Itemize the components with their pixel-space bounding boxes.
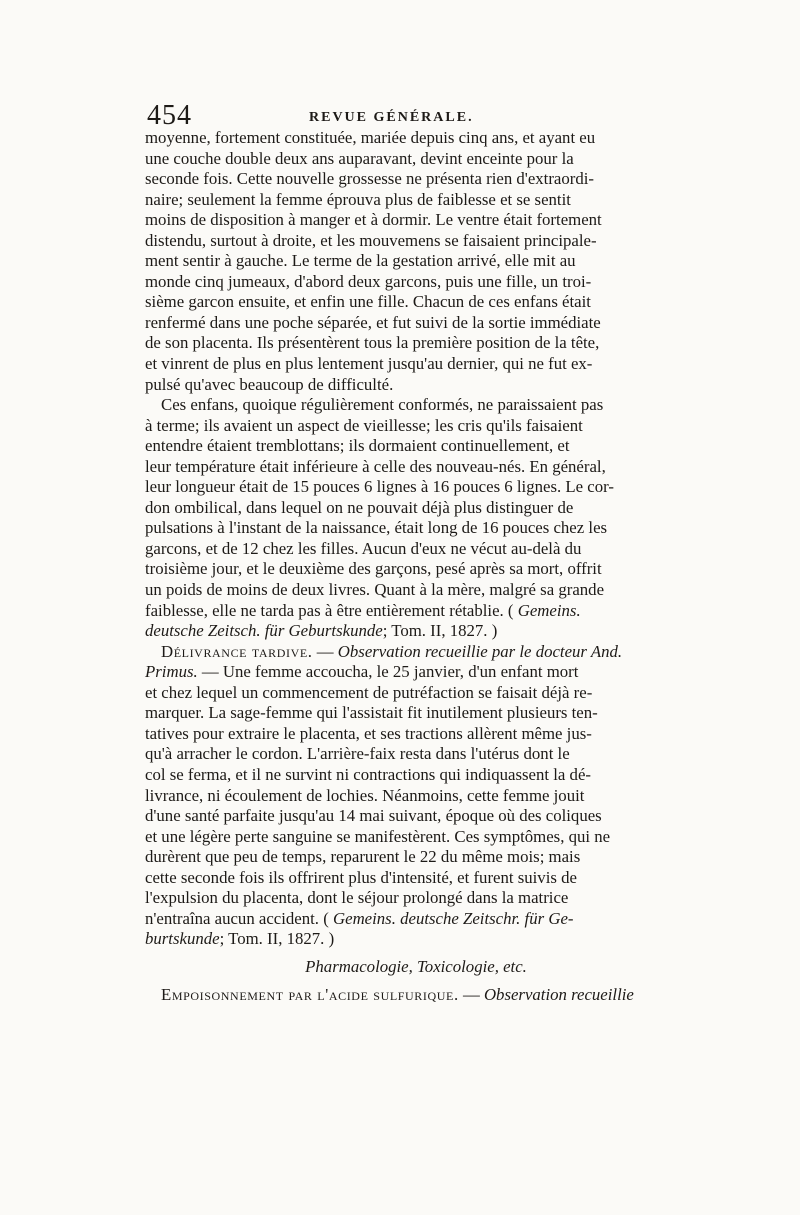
- citation-volume: ; Tom. II, 1827. ): [382, 621, 498, 641]
- text-line: leur température était inférieure à celle des nouveau-nés. En général,: [145, 456, 606, 476]
- text-line: [145, 601, 657, 622]
- citation-journal: burtskunde: [145, 929, 220, 949]
- text-line: marquer. La sage-femme qui l'assistait fit inutilement plusieurs ten-: [145, 703, 598, 723]
- citation-journal: Gemeins. deutsche Zeitschr. für Ge-: [333, 908, 574, 928]
- text-line: un poids de moins de deux livres. Quant à la mère, malgré sa grande: [145, 580, 605, 600]
- text-line: naire; seulement la femme éprouva plus de faiblesse et se sentit: [145, 189, 571, 209]
- section-heading: Pharmacologie, Toxicologie, etc.: [305, 956, 527, 976]
- article-subtitle: Observation recueillie par le docteur And.: [337, 641, 623, 661]
- text-line: [145, 909, 657, 930]
- title-dash: —: [312, 641, 338, 661]
- paragraph-infants: [145, 395, 657, 642]
- author-name: Primus.: [145, 662, 198, 682]
- text-line: entendre étaient tremblottans; ils dormaient continuellement, et: [145, 436, 570, 456]
- citation-journal: Gemeins.: [517, 600, 581, 620]
- text-line-start: n'entraîna aucun accident. (: [145, 908, 329, 928]
- page-number: 454: [147, 100, 192, 131]
- text-line: [145, 621, 657, 642]
- text-line: tatives pour extraire le placenta, et ses tractions allèrent même jus-: [145, 723, 592, 743]
- text-line: sième garcon ensuite, et enfin une fille. Chacun de ces enfans était: [145, 292, 591, 312]
- text-line: garcons, et de 12 chez les filles. Aucun d'eux ne vécut au-delà du: [145, 538, 582, 558]
- text-line: ment sentir à gauche. Le terme de la gestation arrivé, elle mit au: [145, 251, 576, 271]
- text-line: et une légère perte sanguine se manifestèrent. Ces symptômes, qui ne: [145, 826, 611, 846]
- text-line: pulsé qu'avec beaucoup de difficulté.: [145, 374, 394, 394]
- citation-journal: deutsche Zeitsch. für Geburtskunde: [145, 621, 383, 641]
- text-line: à terme; ils avaient un aspect de vieillesse; les cris qu'ils faisaient: [145, 415, 583, 435]
- article-title: Délivrance tardive.: [161, 641, 313, 661]
- text-line: distendu, surtout à droite, et les mouvemens se faisaient principale-: [145, 230, 597, 250]
- text-line: [145, 642, 657, 663]
- text-line: pulsations à l'instant de la naissance, était long de 16 pouces chez les: [145, 518, 608, 538]
- text-line: durèrent que peu de temps, reparurent le 22 du même mois; mais: [145, 847, 581, 867]
- text-line: moyenne, fortement constituée, mariée depuis cinq ans, et ayant eu: [145, 128, 596, 147]
- text-line-start: faiblesse, elle ne tarda pas à être entièrement rétablie. (: [145, 600, 514, 620]
- paragraph-late-delivery: [145, 642, 657, 950]
- text-line: troisième jour, et le deuxième des garçons, pesé après sa mort, offrit: [145, 559, 602, 579]
- text-line: col se ferma, et il ne survint ni contractions qui indiquassent la dé-: [145, 764, 591, 784]
- text-line: de son placenta. Ils présentèrent tous la première position de la tête,: [145, 333, 600, 353]
- body-text: [145, 128, 657, 1004]
- text-line: cette seconde fois ils offrirent plus d'intensité, et furent suivis de: [145, 867, 577, 887]
- text-line: seconde fois. Cette nouvelle grossesse ne présenta rien d'extraordi-: [145, 169, 594, 189]
- text-line: et chez lequel un commencement de putréfaction se faisait déjà re-: [145, 682, 593, 702]
- text-line: leur longueur était de 15 pouces 6 lignes à 16 pouces 6 lignes. Le cor-: [145, 477, 614, 497]
- text-line: don ombilical, dans lequel on ne pouvait déjà plus distinguer de: [145, 497, 574, 517]
- text-line: qu'à arracher le cordon. L'arrière-faix resta dans l'utérus dont le: [145, 744, 570, 764]
- text-line: l'expulsion du placenta, dont le séjour prolongé dans la matrice: [145, 888, 569, 908]
- text-line: une couche double deux ans auparavant, devint enceinte pour la: [145, 148, 574, 168]
- article-title: Empoisonnement par l'acide sulfurique.: [161, 984, 459, 1004]
- article-subtitle: Observation recueillie: [483, 984, 634, 1004]
- text-line-rest: — Une femme accoucha, le 25 janvier, d'un enfant mort: [197, 662, 579, 682]
- text-line: moins de disposition à manger et à dormir. Le ventre était fortement: [145, 210, 602, 230]
- text-line: et vinrent de plus en plus lentement jusqu'au dernier, qui ne fut ex-: [145, 354, 593, 374]
- running-head: REVUE GÉNÉRALE.: [309, 110, 474, 125]
- paragraph-quintuplets: [145, 128, 657, 395]
- text-line: monde cinq jumeaux, d'abord deux garcons, puis une fille, un troi-: [145, 271, 592, 291]
- text-line: [145, 980, 657, 1004]
- text-line: [145, 662, 657, 683]
- text-line: Ces enfans, quoique régulièrement conformés, ne paraissaient pas: [161, 395, 604, 415]
- title-dash: —: [458, 984, 484, 1004]
- text-line: d'une santé parfaite jusqu'au 14 mai suivant, époque où des coliques: [145, 806, 602, 826]
- text-line: renfermé dans une poche séparée, et fut suivi de la sortie immédiate: [145, 312, 601, 332]
- text-line: [145, 929, 657, 950]
- text-line: livrance, ni écoulement de lochies. Néanmoins, cette femme jouit: [145, 785, 585, 805]
- citation-volume: ; Tom. II, 1827. ): [219, 929, 335, 949]
